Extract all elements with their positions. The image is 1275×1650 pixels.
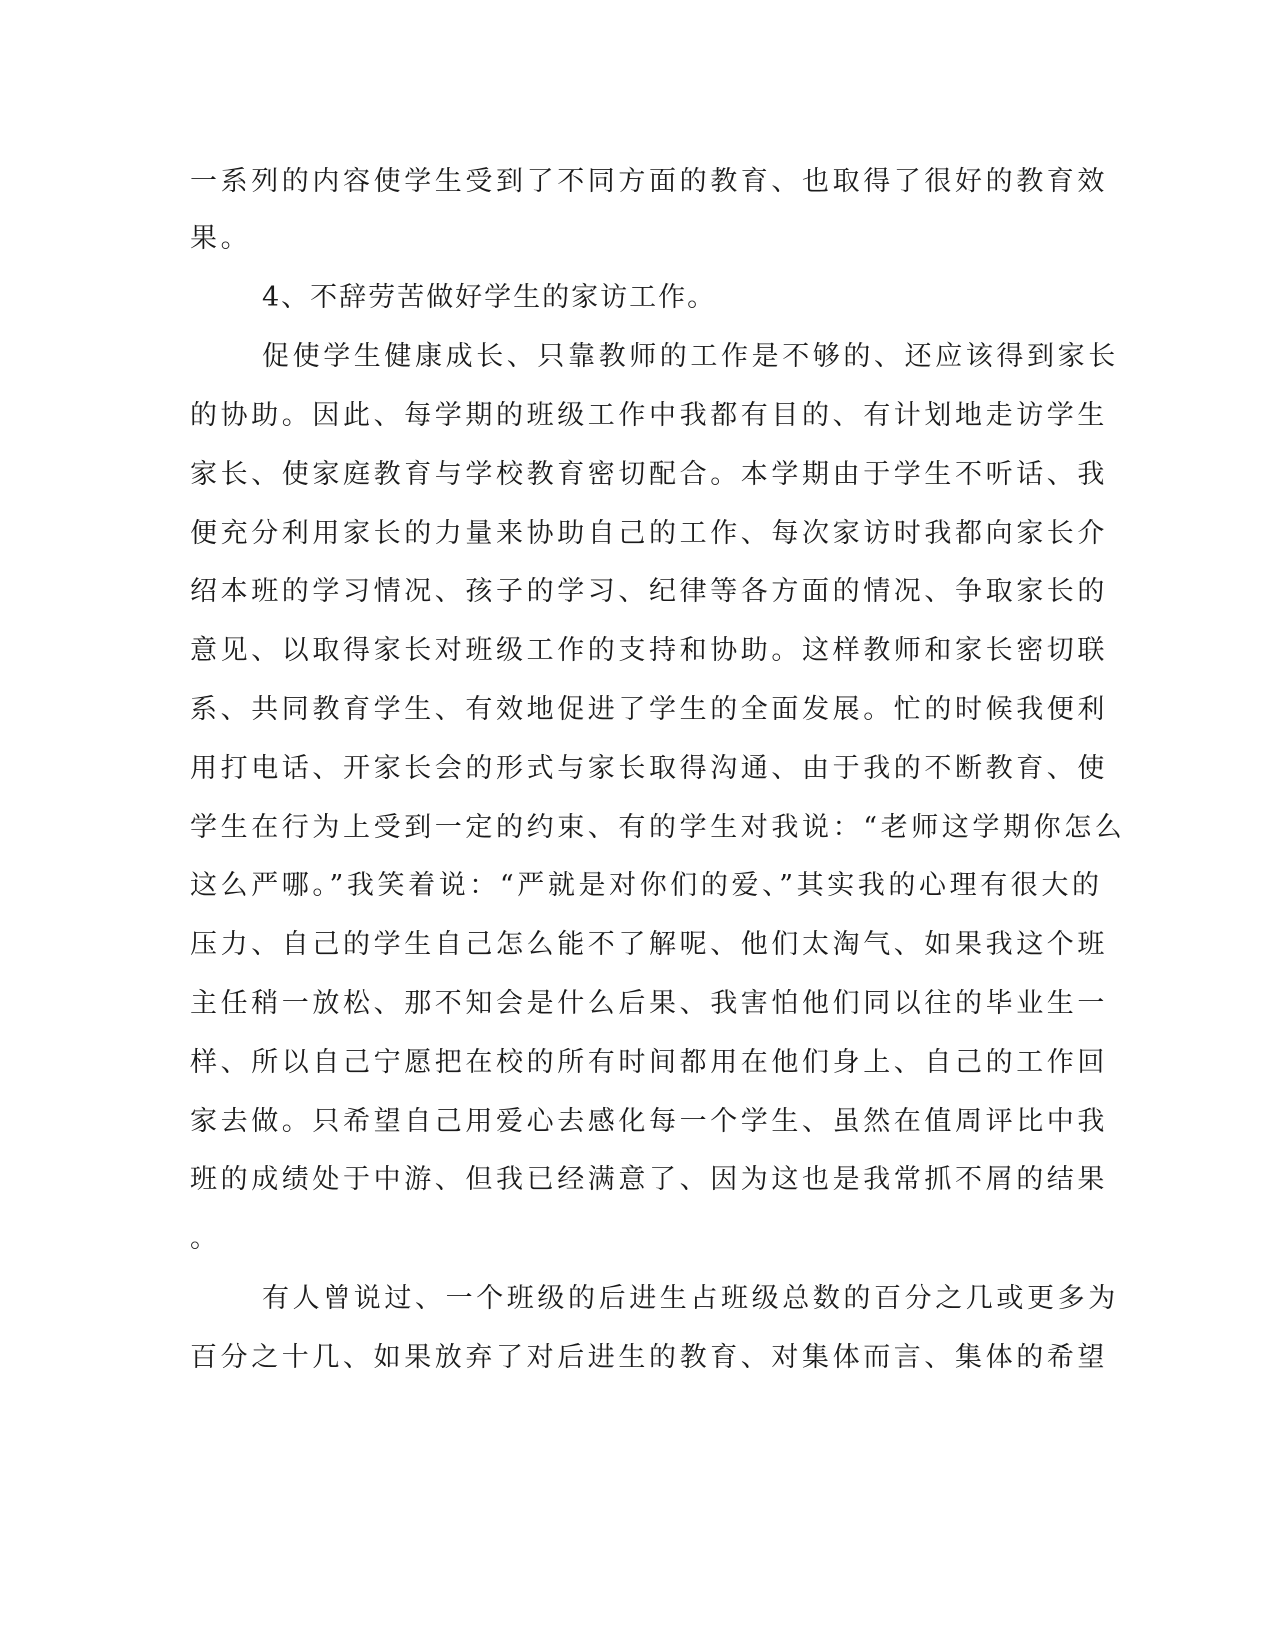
text-line: 。 — [190, 1223, 221, 1254]
text-line: 用打电话、开家长会的形式与家长取得沟通、由于我的不断教育、使 — [190, 753, 1108, 784]
section-heading: 4、不辞劳苦做好学生的家访工作。 — [262, 282, 717, 313]
text-line: 系、共同教育学生、有效地促进了学生的全面发展。忙的时候我便利 — [190, 694, 1108, 725]
text-line: 促使学生健康成长、只靠教师的工作是不够的、还应该得到家长 — [262, 341, 1119, 372]
text-line: 这么严哪。”我笑着说：“严就是对你们的爱、”其实我的心理有很大的 — [190, 870, 1103, 901]
text-line: 绍本班的学习情况、孩子的学习、纪律等各方面的情况、争取家长的 — [190, 576, 1108, 607]
text-line: 压力、自己的学生自己怎么能不了解呢、他们太淘气、如果我这个班 — [190, 929, 1108, 960]
text-line: 有人曾说过、一个班级的后进生占班级总数的百分之几或更多为 — [262, 1283, 1119, 1314]
text-line: 一系列的内容使学生受到了不同方面的教育、也取得了很好的教育效 — [190, 166, 1108, 197]
text-line: 家长、使家庭教育与学校教育密切配合。本学期由于学生不听话、我 — [190, 459, 1108, 490]
text-line: 学生在行为上受到一定的约束、有的学生对我说：“老师这学期你怎么 — [190, 812, 1126, 843]
text-line: 班的成绩处于中游、但我已经满意了、因为这也是我常抓不屑的结果 — [190, 1164, 1108, 1195]
text-line: 百分之十几、如果放弃了对后进生的教育、对集体而言、集体的希望 — [190, 1342, 1108, 1373]
text-line: 意见、以取得家长对班级工作的支持和协助。这样教师和家长密切联 — [190, 635, 1108, 666]
text-line: 主任稍一放松、那不知会是什么后果、我害怕他们同以往的毕业生一 — [190, 988, 1108, 1019]
text-line: 家去做。只希望自己用爱心去感化每一个学生、虽然在值周评比中我 — [190, 1106, 1108, 1137]
text-line: 果。 — [190, 223, 252, 254]
text-line: 样、所以自己宁愿把在校的所有时间都用在他们身上、自己的工作回 — [190, 1047, 1108, 1078]
text-line: 的协助。因此、每学期的班级工作中我都有目的、有计划地走访学生 — [190, 400, 1108, 431]
text-line: 便充分利用家长的力量来协助自己的工作、每次家访时我都向家长介 — [190, 518, 1108, 549]
